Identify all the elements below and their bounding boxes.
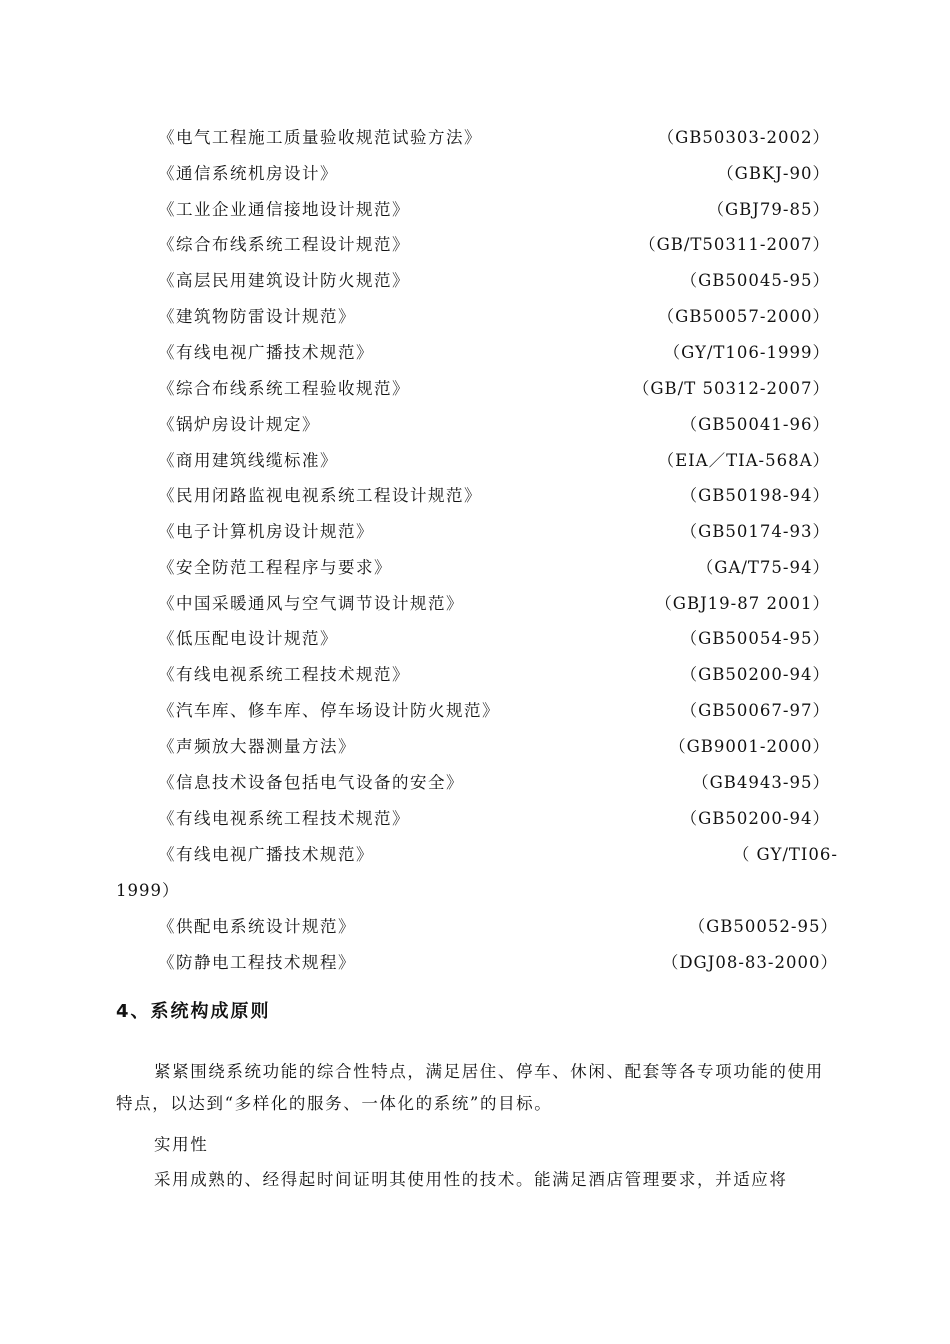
standard-code: （GY/T106-1999）: [663, 343, 830, 362]
standard-row: [0, 696, 950, 726]
body-paragraph: 紧紧围绕系统功能的综合性特点，满足居住、停车、休闲、配套等各专项功能的使用特点，以达到“多样化的服务、一体化的系统”的目标。: [116, 1062, 824, 1113]
standard-title: 《低压配电设计规范》: [158, 629, 338, 648]
standard-title: 《安全防范工程程序与要求》: [158, 558, 392, 577]
standard-code: （GB50200-94）: [680, 809, 830, 828]
standard-title: 《有线电视系统工程技术规范》: [158, 809, 410, 828]
standard-row: [0, 302, 950, 332]
standard-code: （GB9001-2000）: [669, 737, 830, 756]
standard-code: （GB50041-96）: [680, 415, 830, 434]
standard-code: （DGJ08-83-2000）: [661, 953, 838, 972]
standard-code: （GB50067-97）: [680, 701, 830, 720]
standard-title: 《综合布线系统工程设计规范》: [158, 235, 410, 254]
standard-title: 《商用建筑线缆标准》: [158, 451, 338, 470]
standard-code: （GB50174-93）: [680, 522, 830, 541]
section-heading: 4、系统构成原则: [116, 1001, 271, 1022]
standard-title: 《供配电系统设计规范》: [158, 917, 356, 936]
standard-code: （GB4943-95）: [692, 773, 830, 792]
standard-code: （GB50052-95）: [688, 917, 838, 936]
standard-title: 《电子计算机房设计规范》: [158, 522, 374, 541]
standard-row: [0, 374, 950, 404]
standard-code: （GBJ19-87 2001）: [655, 594, 830, 613]
standard-code: （GB50057-2000）: [657, 307, 830, 326]
standard-row: [0, 123, 950, 153]
standard-title: 《电气工程施工质量验收规范试验方法》: [158, 128, 482, 147]
body-paragraph: 采用成熟的、经得起时间证明其使用性的技术。能满足酒店管理要求，并适应将: [154, 1170, 788, 1189]
standard-row: [0, 553, 950, 583]
standard-title: 《建筑物防雷设计规范》: [158, 307, 356, 326]
standard-row: [0, 230, 950, 260]
subheading: 实用性: [154, 1135, 209, 1154]
standard-code: （GA/T75-94）: [696, 558, 830, 577]
standard-title: 《防静电工程技术规程》: [158, 953, 356, 972]
standard-row: [0, 517, 950, 547]
standard-row: [0, 840, 950, 870]
standard-title: 《有线电视系统工程技术规范》: [158, 665, 410, 684]
standard-row: [0, 266, 950, 296]
standard-code: （GB50303-2002）: [657, 128, 830, 147]
standard-title: 《锅炉房设计规定》: [158, 415, 320, 434]
standard-row: [0, 768, 950, 798]
standard-row: [0, 624, 950, 654]
standard-code: （GB/T 50312-2007）: [632, 379, 830, 398]
standard-title: 《高层民用建筑设计防火规范》: [158, 271, 410, 290]
standard-code: （GB50198-94）: [680, 486, 830, 505]
standard-title: 《有线电视广播技术规范》: [158, 845, 374, 864]
standard-code: （GB/T50311-2007）: [639, 235, 830, 254]
standard-code-continuation: 1999）: [116, 881, 180, 900]
standard-title: 《信息技术设备包括电气设备的安全》: [158, 773, 464, 792]
standard-row: [0, 912, 950, 942]
standard-row: [0, 589, 950, 619]
standard-row: [0, 660, 950, 690]
standard-row: [0, 159, 950, 189]
standard-row: [0, 195, 950, 225]
standard-code: （GB50200-94）: [680, 665, 830, 684]
standard-row: [0, 338, 950, 368]
standard-row: [0, 481, 950, 511]
standard-title: 《汽车库、修车库、停车场设计防火规范》: [158, 701, 500, 720]
standard-code: （GB50045-95）: [680, 271, 830, 290]
standard-code: （GB50054-95）: [680, 629, 830, 648]
standard-code: （GBKJ-90）: [717, 164, 830, 183]
standard-row: [0, 446, 950, 476]
standard-row: [0, 410, 950, 440]
standard-title: 《有线电视广播技术规范》: [158, 343, 374, 362]
standard-code: （GBJ79-85）: [707, 200, 830, 219]
standard-code: （EIA／TIA-568A）: [657, 451, 830, 470]
standard-title: 《中国采暖通风与空气调节设计规范》: [158, 594, 464, 613]
standard-title: 《通信系统机房设计》: [158, 164, 338, 183]
standard-title: 《民用闭路监视电视系统工程设计规范》: [158, 486, 482, 505]
standard-title: 《工业企业通信接地设计规范》: [158, 200, 410, 219]
standard-row: [0, 732, 950, 762]
standard-title: 《声频放大器测量方法》: [158, 737, 356, 756]
standard-row: [0, 948, 950, 978]
standard-code: （ GY/TI06-: [732, 845, 838, 864]
standard-title: 《综合布线系统工程验收规范》: [158, 379, 410, 398]
standard-row: [0, 804, 950, 834]
